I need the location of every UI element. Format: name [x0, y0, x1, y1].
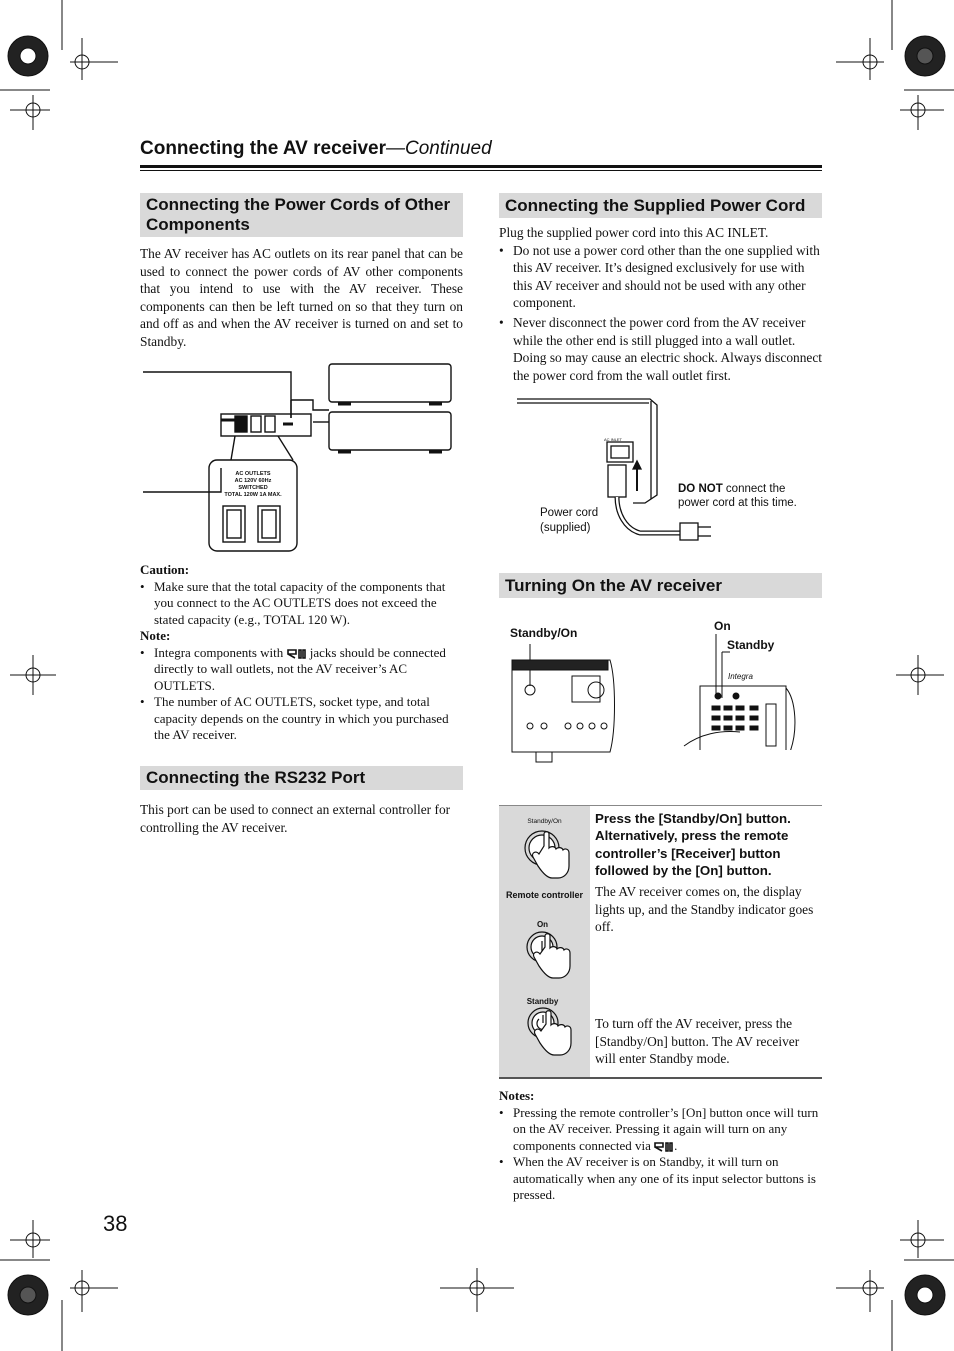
integra-logo: Integra: [728, 672, 753, 681]
standby-on-button-icon: [520, 826, 585, 882]
note-1-a: Integra components with: [154, 644, 284, 660]
power-cord-line-2: (supplied): [540, 522, 591, 534]
section-heading-power-cords: Connecting the Power Cords of Other Components: [140, 193, 463, 237]
header-suffix: —Continued: [386, 138, 492, 159]
remote-standby-button-icon: [525, 1006, 587, 1068]
power-cords-intro: The AV receiver has AC outlets on its rear panel that can be used to connect the power cords of AV other components that you intend to use with the AV receiver. These components can then be left turned on so that they turn on and off as and when the AV receiver is turned on and set to Standby.: [140, 246, 463, 349]
caution-item: • Make sure that the total capacity of the components that you connect to the AC OUTLETS does not exceed the stated capacity (e.g., TOTAL 120 W).: [140, 579, 463, 629]
panel-remote-controller-label: Remote controller: [505, 890, 583, 900]
standby-on-label: Standby/On: [510, 626, 578, 640]
page-header: [140, 138, 492, 160]
supplied-block: [499, 224, 822, 384]
section-heading-supplied: Connecting the Supplied Power Cord: [499, 193, 822, 218]
supplied-bullet: • Never disconnect the power cord from the AV receiver while the other end is still plugged into a wall outlet. Doing so may cause an electric shock. Always disconnect the power cord from the wall outlet first.: [499, 314, 822, 384]
section-heading-rs232: Connecting the RS232 Port: [140, 766, 463, 790]
remote-controller-illustration: [680, 630, 800, 750]
note-label: Note:: [140, 628, 171, 643]
step-result: The AV receiver comes on, the display lights up, and the Standby indicator goes off.: [595, 884, 814, 935]
note-1-text: Pressing the remote controller’s [On] button once will turn on the AV receiver. Pressing it again will turn on any components connected via: [513, 1104, 819, 1153]
outlet-label-3: SWITCHED: [238, 485, 268, 491]
note-item: • The number of AC OUTLETS, socket type, and total capacity depends on the country in which you purchased the AV receiver.: [140, 694, 463, 744]
panel-standby-on-label: Standby/On: [527, 818, 562, 825]
outlet-label-2: AC 120V 60Hz: [234, 478, 272, 484]
note-item: [499, 1105, 822, 1155]
caution-label: Caution:: [140, 562, 190, 577]
ri-logo-icon: [287, 649, 307, 659]
header-title: Connecting the AV receiver: [140, 138, 387, 159]
supplied-bullet: • Do not use a power cord other than the one supplied with this AV receiver. It’s designed exclusively for use with this AV receiver and should not be used with any other component.: [499, 242, 822, 312]
header-rule: [140, 165, 822, 168]
note-1-end: .: [674, 1137, 678, 1153]
note-item: [140, 645, 463, 695]
notes-block: [499, 1088, 822, 1204]
ri-logo-icon: [654, 1142, 674, 1152]
step-instruction: Press the [Standby/On] button. Alternatively, press the remote controller’s [Receiver] button followed by the [On] button.: [595, 811, 791, 879]
power-cord-label: [540, 506, 598, 536]
header-rule-thin: [140, 170, 822, 171]
page-number: 38: [103, 1211, 128, 1236]
caution-block: [140, 562, 463, 744]
receiver-front-panel: [510, 640, 620, 765]
on-label: On: [714, 619, 731, 633]
ac-outlets-diagram: [143, 360, 458, 555]
power-cord-line-1: Power cord: [540, 507, 599, 519]
section-heading-turning-on: Turning On the AV receiver: [499, 573, 822, 598]
do-not-rest: connect the power cord at this time.: [678, 483, 797, 509]
note-item: • When the AV receiver is on Standby, it will turn on automatically when any one of its input selector buttons is pressed.: [499, 1154, 822, 1204]
standby-label: Standby: [727, 638, 775, 652]
outlet-label-1: AC OUTLETS: [235, 471, 271, 477]
supplied-intro: Plug the supplied power cord into this AC INLET.: [499, 225, 769, 240]
remote-on-button-icon: [525, 930, 585, 990]
outlet-label-4: TOTAL 120W 1A MAX.: [224, 492, 282, 498]
rs232-text: This port can be used to connect an external controller for controlling the AV receiver.: [140, 802, 451, 835]
table-bottom-rule: [499, 1077, 822, 1079]
do-not-bold: DO NOT: [678, 483, 723, 495]
turn-off-text: To turn off the AV receiver, press the [Standby/On] button. The AV receiver will enter Standby mode.: [595, 1016, 800, 1067]
ac-inlet-label: AC INLET: [604, 437, 623, 442]
panel-standby-label: Standby: [526, 997, 559, 1006]
note-1-b: jacks should be connected directly to wall outlets, not the AV receiver’s AC OUTLETS.: [154, 644, 446, 693]
notes-label: Notes:: [499, 1088, 535, 1103]
ac-outlets-label: [209, 471, 297, 499]
panel-on-label: On: [536, 920, 549, 929]
do-not-note: [678, 482, 818, 510]
